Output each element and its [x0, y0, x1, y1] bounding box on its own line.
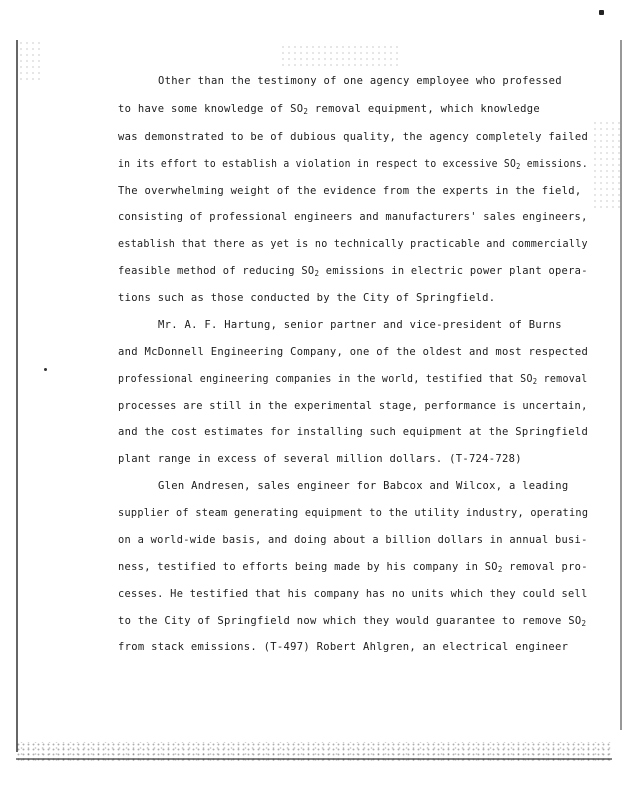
text-run: establish that there as yet is no technically practicable and commercially	[118, 238, 588, 250]
text-run: professional engineering companies in the world, testified that SO	[118, 373, 533, 385]
text-run: consisting of professional engineers and manufacturers' sales engineers,	[118, 211, 588, 223]
text-run: plant range in excess of several million dollars. (T-724-728)	[118, 453, 522, 465]
text-run: Glen Andresen, sales engineer for Babcox and Wilcox, a leading	[158, 480, 569, 492]
paragraph-line	[118, 452, 522, 466]
text-run: The overwhelming weight of the evidence from the experts in the field,	[118, 185, 582, 197]
text-run: removal	[537, 373, 588, 385]
paragraph-line	[118, 640, 568, 654]
text-run: to have some knowledge of SO	[118, 103, 304, 115]
subscript: 2	[532, 377, 538, 386]
text-run: removal equipment, which knowledge	[308, 103, 540, 115]
text-run: feasible method of reducing SO	[118, 265, 315, 277]
paragraph-line	[118, 399, 588, 413]
paragraph-line	[118, 264, 588, 281]
subscript: 2	[497, 565, 503, 574]
text-run: to the City of Springfield now which they would guarantee to remove SO	[118, 615, 582, 627]
subscript: 2	[314, 269, 320, 278]
text-run: cesses. He testified that his company has no units which they could sell	[118, 588, 588, 600]
text-run: on a world-wide basis, and doing about a billion dollars in annual busi-	[118, 534, 588, 546]
text-run: processes are still in the experimental stage, performance is uncertain,	[118, 400, 588, 412]
subscript: 2	[303, 107, 309, 116]
text-run: emissions.	[520, 158, 588, 170]
text-run: in its effort to establish a violation in respect to excessive SO	[118, 158, 517, 170]
text-run: ness, testified to efforts being made by his company in SO	[118, 561, 498, 573]
paragraph-line	[118, 237, 588, 251]
text-run: Other than the testimony of one agency employee who professed	[158, 75, 562, 87]
paragraph-first-line	[158, 479, 569, 493]
paragraph-line	[118, 587, 588, 601]
subscript: 2	[516, 162, 521, 171]
paragraph-line	[118, 506, 588, 520]
paragraph-line	[118, 614, 586, 631]
paragraph-line	[118, 533, 588, 547]
paragraph-line	[118, 184, 582, 198]
paragraph-line	[118, 345, 588, 359]
paragraph-line	[118, 210, 588, 224]
paragraph-line	[118, 130, 588, 144]
text-run: removal pro-	[502, 561, 588, 573]
paragraph-first-line	[158, 74, 562, 88]
text-run: from stack emissions. (T-497) Robert Ahlgren, an electrical engineer	[118, 641, 569, 653]
text-run: emissions in electric power plant opera-	[319, 265, 588, 277]
paragraph-line	[118, 291, 495, 305]
text-run: and the cost estimates for installing such equipment at the Springfield	[118, 426, 589, 438]
text-run: Mr. A. F. Hartung, senior partner and vice-president of Burns	[158, 319, 562, 331]
text-run: was demonstrated to be of dubious quality, the agency completely failed	[118, 131, 589, 143]
paragraph-first-line	[158, 318, 562, 332]
paragraph-line	[118, 560, 588, 577]
paragraph-line	[118, 425, 588, 439]
paragraph-line	[118, 372, 588, 389]
text-run: supplier of steam generating equipment to the utility industry, operating	[118, 507, 589, 519]
text-run: and McDonnell Engineering Company, one of the oldest and most respected	[118, 346, 589, 358]
paragraph-line	[118, 102, 540, 119]
text-run: tions such as those conducted by the City of Springfield.	[118, 292, 496, 304]
subscript: 2	[581, 619, 587, 628]
paragraph-line	[118, 157, 588, 174]
